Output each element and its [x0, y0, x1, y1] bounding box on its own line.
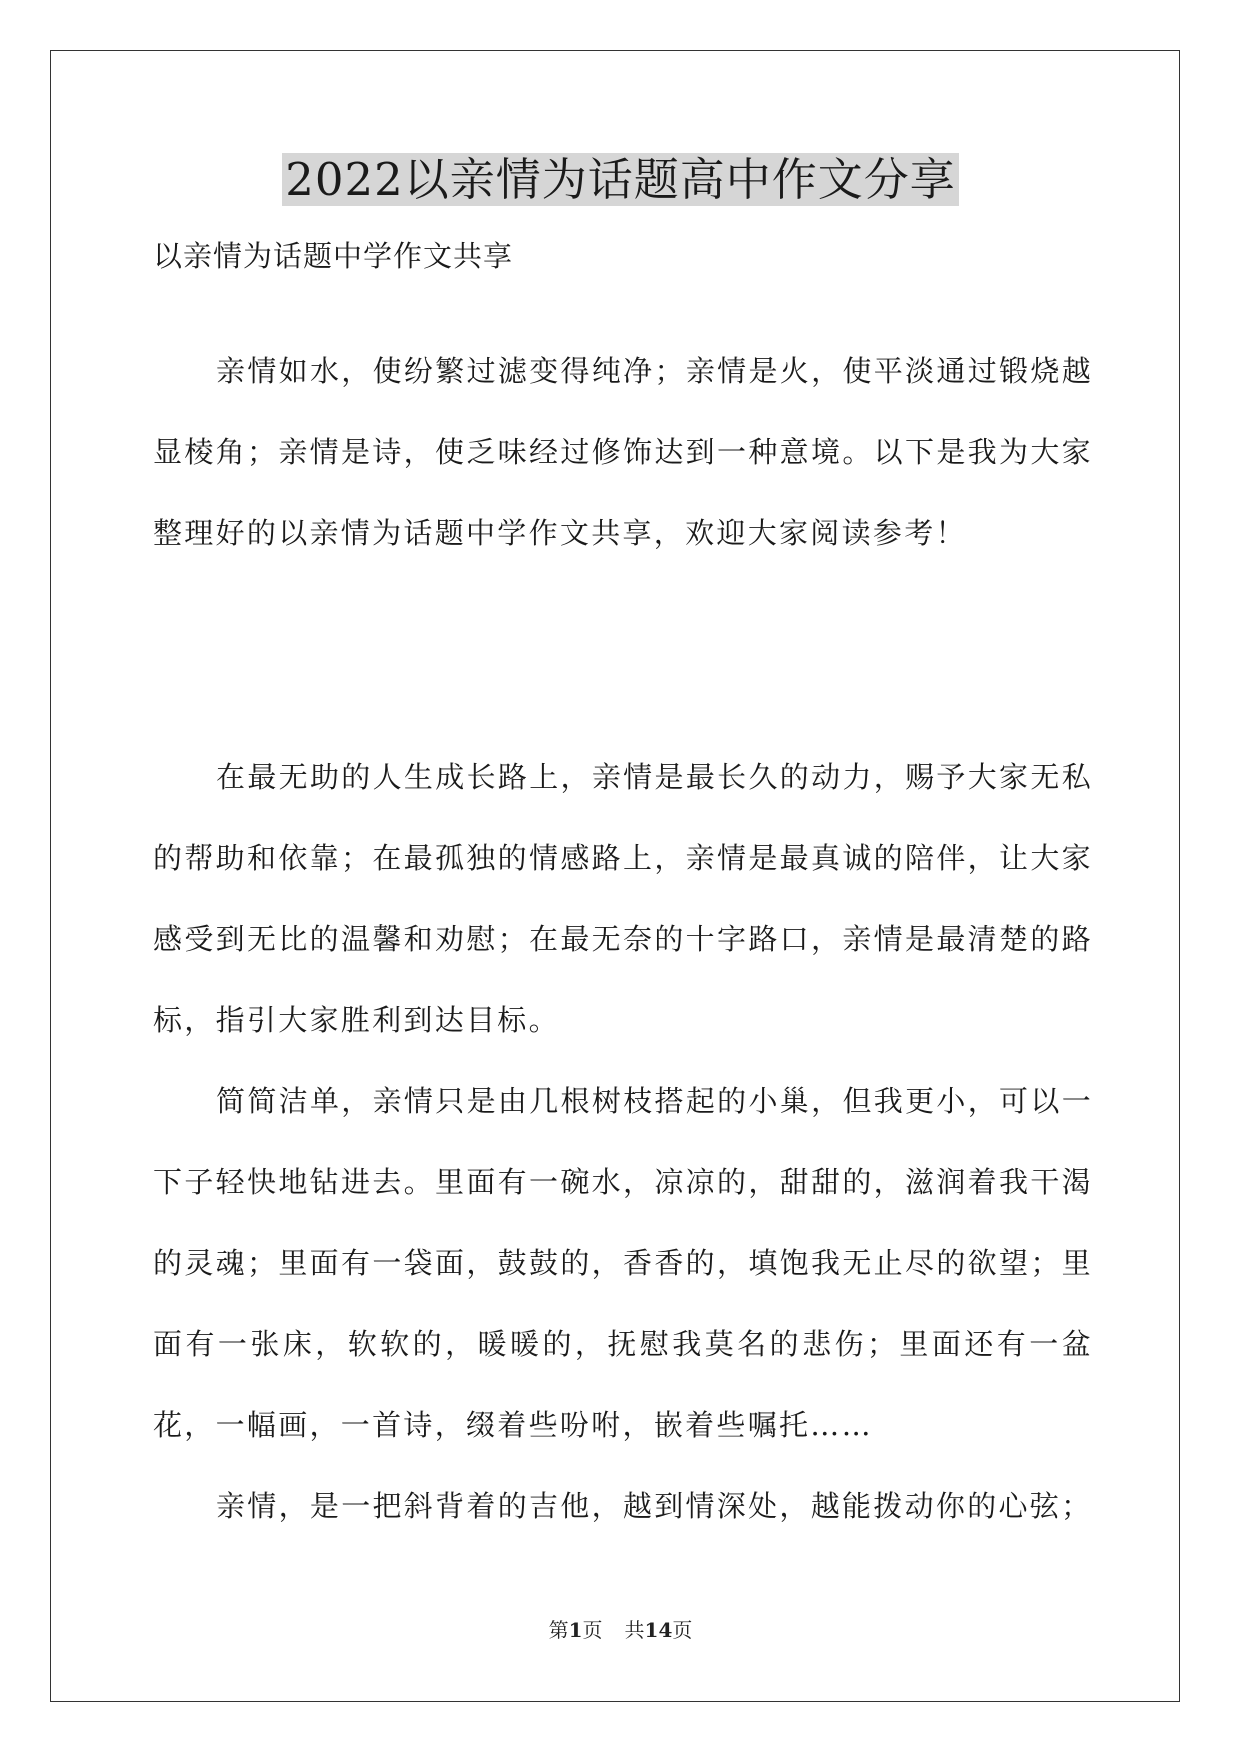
page-prefix: 第 [548, 1618, 569, 1642]
intro-paragraph: 亲情如水，使纷繁过滤变得纯净；亲情是火，使平淡通过锻烧越显棱角；亲情是诗，使乏味经过修饰达到一种意境。以下是我为大家整理好的以亲情为话题中学作文共享，欢迎大家阅读参考！ [153, 354, 1093, 550]
total-suffix: 页 [672, 1618, 693, 1642]
page-number: 1 [568, 1618, 583, 1642]
body-paragraph-3: 亲情，是一把斜背着的吉他，越到情深处，越能拨动你的心弦； [216, 1489, 1093, 1523]
intro-section [153, 331, 1093, 574]
document-subtitle: 以亲情为话题中学作文共享 [153, 239, 514, 273]
body-paragraph-1: 在最无助的人生成长路上，亲情是最长久的动力，赐予大家无私的帮助和依靠；在最孤独的情感路上，亲情是最真诚的陪伴，让大家感受到无比的温馨和劝慰；在最无奈的十字路口，亲情是最清楚的路标，指引大家胜利到达目标。 [153, 760, 1093, 1037]
page-footer [0, 1617, 1241, 1643]
body-section [153, 737, 1093, 1547]
document-title-text: 2022以亲情为话题高中作文分享 [282, 153, 959, 206]
total-pages: 14 [644, 1618, 673, 1642]
body-paragraph-2: 简简洁单，亲情只是由几根树枝搭起的小巢，但我更小，可以一下子轻快地钻进去。里面有一碗水，凉凉的，甜甜的，滋润着我干渴的灵魂；里面有一袋面，鼓鼓的，香香的，填饱我无止尽的欲望；里面有一张床，软软的，暖暖的，抚慰我莫名的悲伤；里面还有一盆花，一幅画，一首诗，缀着些吩咐，嵌着些嘱托…… [153, 1084, 1093, 1442]
page-suffix: 页 [582, 1618, 603, 1642]
document-title [0, 152, 1241, 208]
total-prefix: 共 [624, 1618, 645, 1642]
